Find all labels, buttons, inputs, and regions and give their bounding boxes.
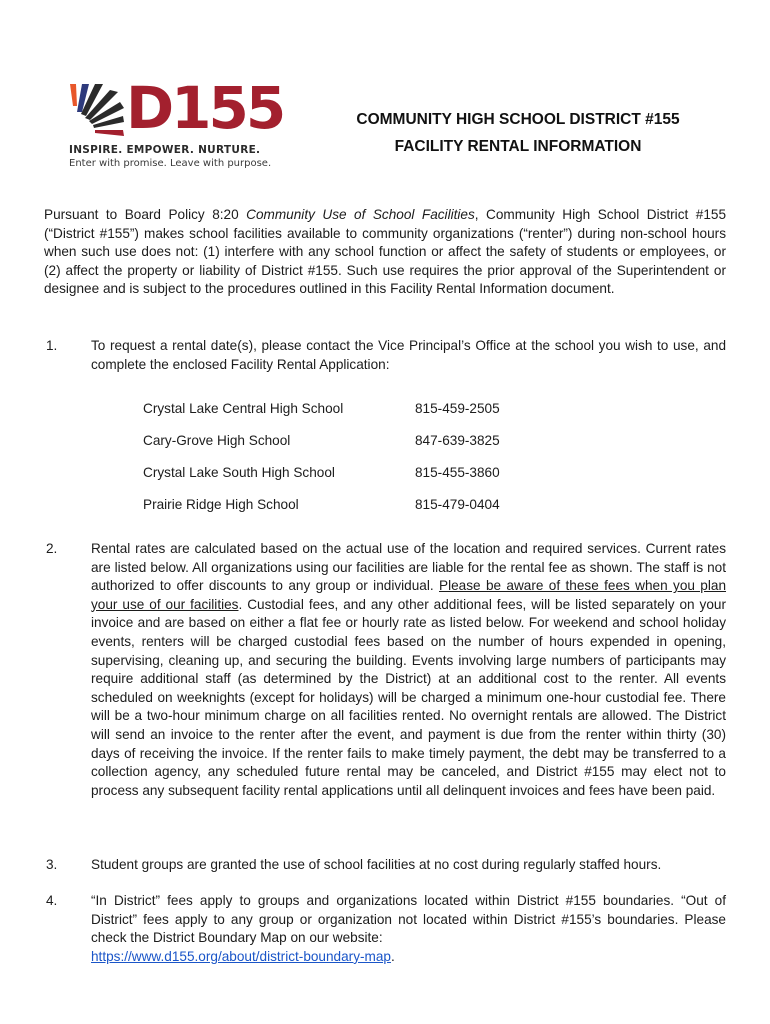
contact-row [143,496,543,528]
item-number: 3. [46,857,58,872]
list-item-2 [44,540,726,800]
school-phone: 815-455-3860 [415,465,500,480]
school-phone: 815-459-2505 [415,401,500,416]
rates-text: Rental rates are calculated based on the actual use of the location and required services. Current rates are listed below. All organizations using our facilities are liable for the rental fee as shown. The staff is not authorized to offer discounts to any group or individual. [91,541,726,594]
contact-row [143,432,543,464]
item-text: Student groups are granted the use of school facilities at no cost during regularly staffed hours. [91,857,662,872]
district-boundary-map-link[interactable]: https://www.d155.org/about/district-boundary-map [91,948,391,964]
list-item-3 [44,856,726,875]
school-name: Cary-Grove High School [143,433,291,448]
item-number: 1. [46,338,58,353]
intro-text: Pursuant to Board Policy 8:20 [44,207,247,222]
school-contacts-table [143,400,543,528]
school-name: Crystal Lake Central High School [143,401,344,416]
title-line-1: COMMUNITY HIGH SCHOOL DISTRICT #155 [356,111,680,128]
item-text: To request a rental date(s), please contact the Vice Principal’s Office at the school you wish to use, and complete the enclosed Facility Rental Application: [91,338,726,372]
title-line-2: FACILITY RENTAL INFORMATION [394,138,642,155]
contact-row [143,464,543,496]
page-title [318,106,718,160]
item-number: 2. [46,541,58,556]
school-name: Prairie Ridge High School [143,497,299,512]
school-phone: 847-639-3825 [415,433,500,448]
district-logo [68,74,284,174]
list-item-4 [44,892,726,966]
contact-row [143,400,543,432]
item-text [91,892,726,966]
sunburst-stripes-icon [68,82,130,138]
district-fees-text: “In District” fees apply to groups and organizations located within District #155 boundaries. “Out of District” fees apply to any group or organization not located within District #155’s boundaries. Please check the District Boundary Map on our website: [91,893,726,946]
intro-text-continued: , Community High School District #155 (“District #155”) makes school facilities available to community organizations (“renter”) during non-school hours when such use does not: (1) interfere with any school function or affect the safety of students or employees, or (2) affect the property or liability of District #155. Such use requires the prior approval of the Superintendent or designee and is subject to the procedures outlined in this Facility Rental Information document. [44,207,727,297]
logo-tagline: INSPIRE. EMPOWER. NURTURE. [69,144,261,156]
logo-subtagline: Enter with promise. Leave with purpose. [69,158,272,169]
school-name: Crystal Lake South High School [143,465,335,480]
intro-paragraph [44,206,726,299]
list-item-1 [44,337,726,374]
logo-wordmark: D155 [126,74,284,142]
policy-title: Community Use of School Facilities [246,207,475,222]
item-number: 4. [46,893,58,908]
item-text [91,540,726,800]
link-suffix: . [390,948,395,964]
fees-notice-underlined: Please be aware of these fees when you plan your use of our facilities [91,578,727,612]
school-phone: 815-479-0404 [415,497,500,512]
rates-text-continued: . Custodial fees, and any other additional fees, will be listed separately on your invoice and are based on either a flat fee or hourly rate as listed below. For weekend and school holiday events, renters will be charged custodial fees based on the number of hours expended in opening, supervising, cleaning up, and securing the building. Events involving large numbers of participants may require additional staff (as determined by the District) at an additional cost to the renter. All events scheduled on weeknights (except for holidays) will be charged a minimum one-hour custodial fee. There will be a two-hour minimum charge on all facilities rented. No overnight rentals are allowed. The District will send an invoice to the renter after the event, and payment is due from the renter within thirty (30) days of receiving the invoice. If the renter fails to make timely payment, the debt may be transferred to a collection agency, any scheduled future rental may be canceled, and District #155 may elect not to process any subsequent facility rental applications until all delinquent invoices and fees have been paid. [91,596,726,798]
